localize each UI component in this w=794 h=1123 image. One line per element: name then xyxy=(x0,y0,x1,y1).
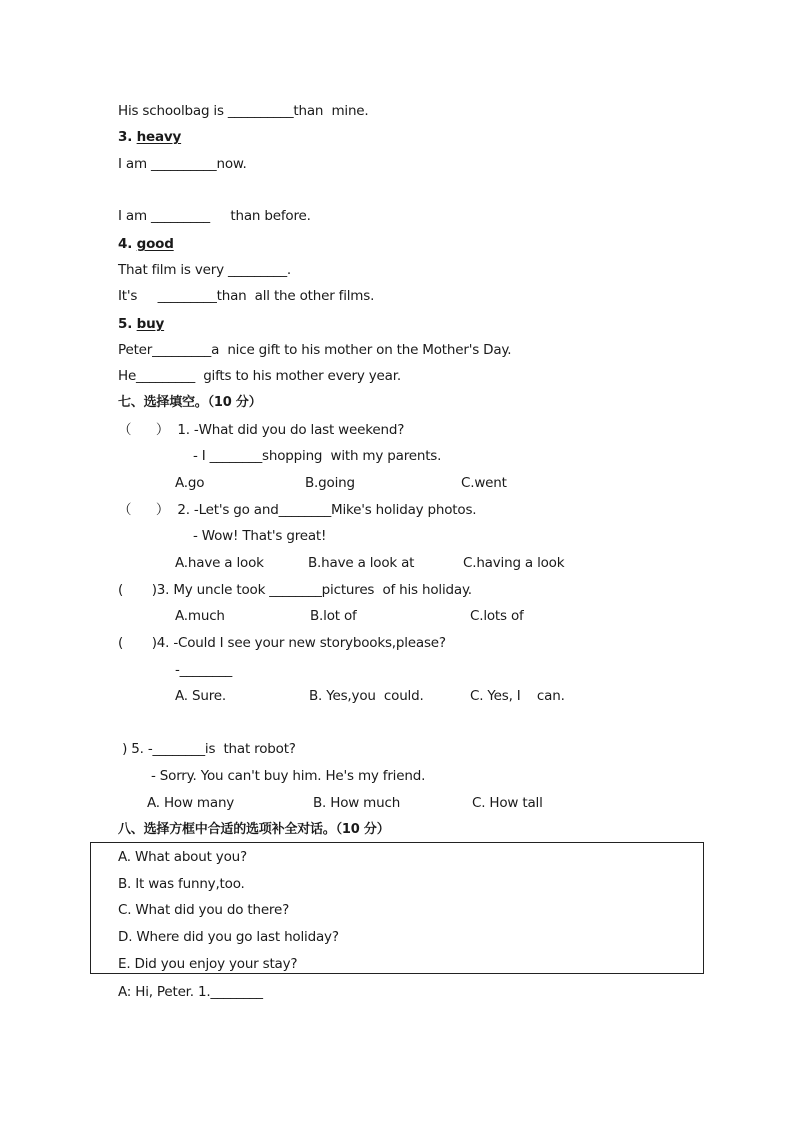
choice-2-option-c: C.having a look xyxy=(463,555,565,571)
choice-5-option-c: C. How tall xyxy=(472,795,543,811)
fill-line-5-2: He_________ gifts to his mother every year. xyxy=(118,368,401,384)
box-option-c: C. What did you do there? xyxy=(118,902,290,918)
choice-3-option-a: A.much xyxy=(175,608,225,624)
question-number: 4. xyxy=(118,236,137,252)
question-word: buy xyxy=(136,316,165,332)
fill-line-3-2: I am _________ than before. xyxy=(118,208,311,224)
fill-line-4-2: It's _________than all the other films. xyxy=(118,288,375,304)
choice-question-4: ( )4. -Could I see your new storybooks,please? xyxy=(118,635,446,651)
choice-question-3: ( )3. My uncle took ________pictures of his holiday. xyxy=(118,582,472,598)
box-option-e: E. Did you enjoy your stay? xyxy=(118,956,298,972)
box-option-b: B. It was funny,too. xyxy=(118,876,245,892)
fill-line-2-2: His schoolbag is __________than mine. xyxy=(118,103,369,119)
choice-3-option-b: B.lot of xyxy=(310,608,357,624)
section-7-title: 七、选择填空。（10 分） xyxy=(118,395,262,410)
choice-question-2-reply: - Wow! That's great! xyxy=(193,528,327,544)
choice-question-4-answer-line: -________ xyxy=(175,662,233,678)
choice-2-option-a: A.have a look xyxy=(175,555,264,571)
choice-3-option-c: C.lots of xyxy=(470,608,524,624)
section-8-title: 八、选择方框中合适的选项补全对话。（10 分） xyxy=(118,822,390,837)
fill-line-5-1: Peter_________a nice gift to his mother on the Mother's Day. xyxy=(118,342,512,358)
question-number: 5. xyxy=(118,316,137,332)
choice-question-5-reply: - Sorry. You can't buy him. He's my friend. xyxy=(151,768,426,784)
choice-2-option-b: B.have a look at xyxy=(308,555,415,571)
fill-line-3-1: I am __________now. xyxy=(118,156,247,172)
choice-5-option-a: A. How many xyxy=(147,795,235,811)
choice-4-option-a: A. Sure. xyxy=(175,688,226,704)
choice-1-option-a: A.go xyxy=(175,475,205,491)
question-3-heading xyxy=(118,128,181,146)
choice-question-2: （ ） 2. -Let's go and________Mike's holiday photos. xyxy=(118,502,477,518)
choice-4-option-c: C. Yes, I can. xyxy=(470,688,565,704)
dialog-line-1: A: Hi, Peter. 1.________ xyxy=(118,984,263,1000)
question-word: heavy xyxy=(136,129,182,145)
box-option-a: A. What about you? xyxy=(118,849,247,865)
box-option-d: D. Where did you go last holiday? xyxy=(118,929,339,945)
choice-4-option-b: B. Yes,you could. xyxy=(309,688,424,704)
fill-line-4-1: That film is very _________. xyxy=(118,262,291,278)
choice-1-option-b: B.going xyxy=(305,475,355,491)
choice-question-1: （ ） 1. -What did you do last weekend? xyxy=(118,422,405,438)
choice-1-option-c: C.went xyxy=(461,475,507,491)
question-number: 3. xyxy=(118,129,137,145)
question-5-heading xyxy=(118,315,164,333)
choice-5-option-b: B. How much xyxy=(313,795,401,811)
choice-question-1-answer-line: - I ________shopping with my parents. xyxy=(193,448,442,464)
choice-question-5: ) 5. -________is that robot? xyxy=(118,741,296,757)
question-4-heading xyxy=(118,235,174,253)
question-word: good xyxy=(136,236,174,252)
